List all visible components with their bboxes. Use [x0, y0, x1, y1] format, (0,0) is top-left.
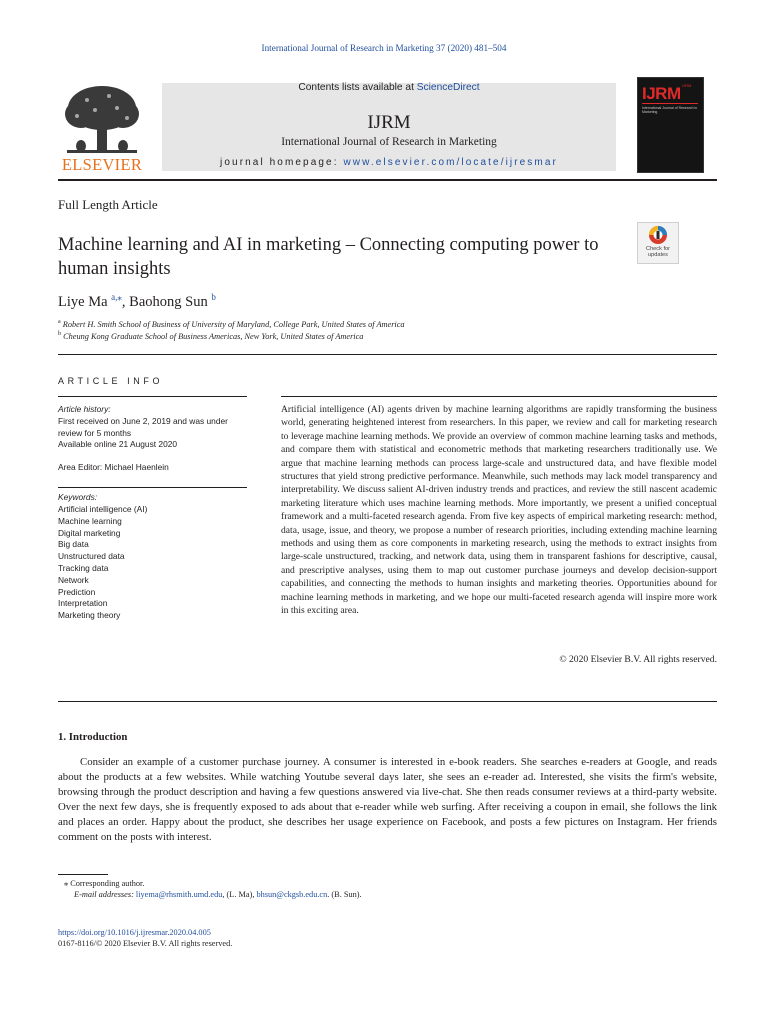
keyword-item: Unstructured data: [58, 551, 125, 562]
cover-title: IJRM: [642, 84, 681, 103]
author2-affil-mark[interactable]: b: [211, 292, 216, 302]
homepage-prefix: journal homepage:: [220, 157, 344, 168]
article-title: Machine learning and AI in marketing – Connecting computing power to human insights: [58, 235, 599, 279]
crossmark-label: Check for updates: [646, 246, 670, 258]
check-for-updates-button[interactable]: [637, 222, 679, 264]
author-list: [58, 292, 216, 311]
email2-suffix: . (B. Sun).: [327, 890, 362, 899]
keyword-item: Network: [58, 574, 89, 585]
author-baohong-sun[interactable]: Baohong Sun: [129, 293, 208, 310]
affil-a-text: Robert H. Smith School of Business of University of Maryland, College Park, United States of America: [62, 319, 405, 329]
abstract-copyright: © 2020 Elsevier B.V. All rights reserved.: [559, 654, 717, 665]
email-link-ma[interactable]: liyema@rhsmith.umd.edu: [135, 890, 223, 899]
keywords-title: Keywords:: [58, 492, 98, 502]
info-rule: [58, 396, 247, 397]
abstract-rule: [281, 396, 717, 397]
keywords-list: [58, 504, 147, 622]
elsevier-wordmark: ELSEVIER: [61, 155, 143, 174]
section-rule: [58, 701, 717, 702]
crossmark-icon: [638, 223, 678, 247]
affil-b-mark: b: [58, 331, 61, 337]
sciencedirect-link[interactable]: ScienceDirect: [416, 82, 480, 93]
author-separator: ,: [121, 293, 130, 310]
keyword-item: Interpretation: [58, 598, 108, 609]
cover-sub: IJRM: [682, 83, 692, 88]
header-rule: [58, 179, 717, 181]
journal-homepage: [162, 157, 616, 168]
author1-affil-mark[interactable]: a,⁎: [111, 292, 122, 302]
cover-tagline: International Journal of Research in Marketing: [642, 106, 698, 114]
affiliation-b: [58, 331, 363, 341]
journal-cover-thumbnail[interactable]: [637, 77, 704, 173]
affiliation-a: [58, 319, 405, 329]
affil-a-mark: a: [58, 319, 61, 325]
keyword-item: Big data: [58, 539, 89, 550]
introduction-paragraph: Consider an example of a customer purchase journey. A consumer is interested in e-book readers. She searches e-readers at Google, and reads about the products at a few websites. While watching Youtube several days later, she sees an e-reader ad. Interested, she visits the firm's website, browsing through the product description and having a few questions answered via live-chat. She then reads consumer reviews at a third-party website. Over the next few days, she is frequently exposed to ads about that e-reader while web surfing. After receiving a coupon in email, she follows the link and places an order. Happy about the product, she describes her usage experience on Facebook, and posts a few pictures on Instagram. Her friends comment on the posts with interest.: [58, 756, 717, 844]
abstract-text: Artificial intelligence (AI) agents driven by machine learning algorithms are rapidly transforming the business world, generating heightened interest from researchers. In this paper, we review and call for marketing research to leverage machine learning methods. We provide an overview of common machine learning tasks and methods, and compare them with statistical and econometric methods that marketing researchers traditionally use. We argue that machine learning methods can process large-scale and unstructured data, and have flexible model structures that yield strong predictive performance. Meanwhile, such methods may lack model transparency and interpretability. We discuss salient AI-driven industry trends and practices, and review the still nascent academic marketing literature which uses machine learning methods. More importantly, we present a unified conceptual framework and a multi-faceted research agenda. From five key aspects of empirical marketing research: method, data, usage, issue, and theory, we propose a number of research priorities, including extending machine learning methods and using them as core components in marketing research, using the methods to extract insights from large-scale unstructured, tracking, and network data, using them in transparent fashions for descriptive, causal, and prescriptive analyses, using them to map out customer purchase journeys and develop decision-support capabilities, and connecting the methods to human insights and marketing theories. Opportunities abound for machine learning methods in marketing, and we hope our multi-faceted research agenda will inspire more work in this exciting area.: [281, 404, 717, 617]
footnote-rule: [58, 874, 108, 875]
email1-suffix: , (L. Ma),: [222, 890, 257, 899]
contents-line: [162, 82, 616, 93]
journal-name: International Journal of Research in Marketing: [281, 136, 497, 148]
journal-abbrev: IJRM: [367, 112, 411, 133]
doi-link[interactable]: https://doi.org/10.1016/j.ijresmar.2020.04.005: [58, 928, 211, 937]
area-editor: Area Editor: Michael Haenlein: [58, 462, 169, 472]
contents-prefix: Contents lists available at: [298, 82, 417, 93]
keyword-item: Tracking data: [58, 562, 109, 573]
corr-mark: ⁎: [64, 879, 69, 888]
keyword-item: Marketing theory: [58, 610, 121, 621]
footnote-corresponding-author: [64, 878, 144, 888]
section-heading-introduction: 1. Introduction: [58, 731, 128, 743]
issn-copyright: 0167-8116/© 2020 Elsevier B.V. All rights reserved.: [58, 939, 233, 948]
email-link-sun[interactable]: bhsun@ckgsb.edu.cn: [256, 890, 328, 899]
keyword-item: Digital marketing: [58, 527, 121, 538]
corr-text: Corresponding author.: [68, 879, 145, 888]
keywords-rule: [58, 487, 247, 488]
history-received: First received on June 2, 2019 and was under review for 5 months: [58, 416, 228, 438]
history-available: Available online 21 August 2020: [58, 439, 178, 450]
email-label: E-mail addresses:: [74, 890, 134, 899]
cover-rule: [642, 103, 698, 104]
journal-citation[interactable]: International Journal of Research in Marketing 37 (2020) 481–504: [261, 43, 507, 53]
keyword-item: Artificial intelligence (AI): [58, 504, 148, 514]
article-history-title: Article history:: [58, 404, 111, 414]
affil-b-text: Cheung Kong Graduate School of Business Americas, New York, United States of America: [63, 331, 364, 341]
article-info-heading: ARTICLE INFO: [58, 376, 164, 386]
article-history: [58, 416, 253, 451]
author-liye-ma[interactable]: Liye Ma: [58, 293, 108, 310]
elsevier-tree-logo-icon: [57, 80, 147, 158]
homepage-link[interactable]: www.elsevier.com/locate/ijresmar: [343, 157, 558, 168]
article-type: Full Length Article: [58, 197, 158, 212]
keyword-item: Prediction: [58, 586, 96, 597]
keyword-item: Machine learning: [58, 515, 122, 526]
footnote-emails: [74, 890, 362, 899]
section-rule: [58, 354, 717, 355]
